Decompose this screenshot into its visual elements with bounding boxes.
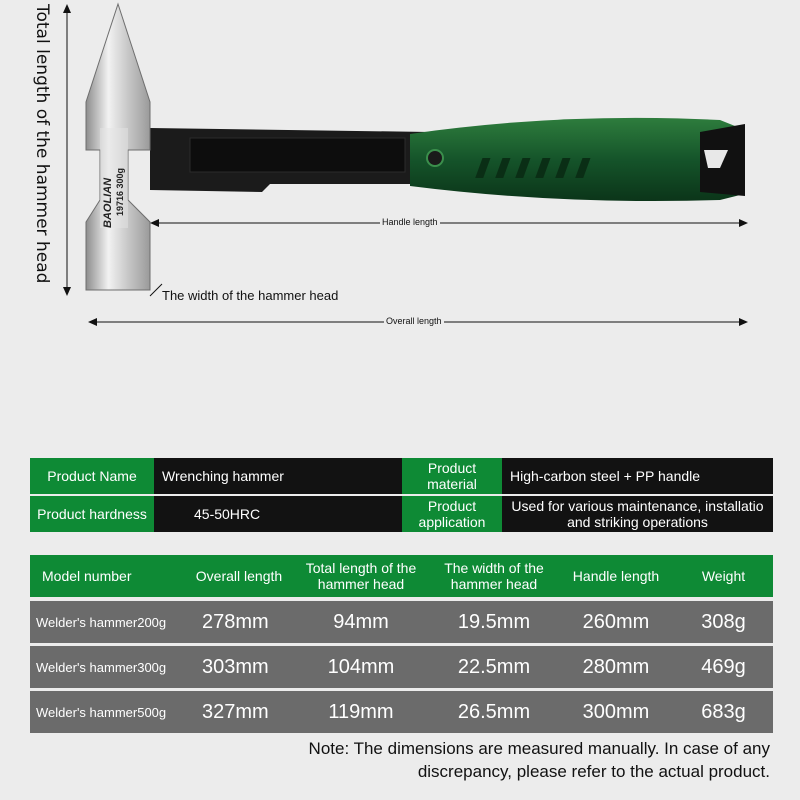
table-row <box>30 646 773 688</box>
product-hardness-value: 45-50HRC <box>154 496 402 532</box>
spec-table <box>30 555 773 736</box>
head-length-arrow <box>63 4 71 296</box>
overall-length-cell: 327mm <box>202 700 269 723</box>
weight-cell: 469g <box>701 655 746 678</box>
weight-cell: 683g <box>701 700 746 723</box>
head-width-cell: 22.5mm <box>457 655 531 678</box>
handle-length-cell: 260mm <box>582 610 650 633</box>
product-hardness-label: Product hardness <box>30 496 154 532</box>
head-length-cell: 104mm <box>327 655 395 678</box>
product-info-row <box>30 496 773 532</box>
head-width-arrow <box>150 284 162 296</box>
handle-length-cell: 300mm <box>582 700 650 723</box>
weight-cell: 308g <box>701 610 746 633</box>
product-info-table <box>30 458 773 534</box>
table-row <box>30 601 773 643</box>
brand-text: BAOLIAN <box>102 177 114 228</box>
header-weight: Weight <box>701 568 746 584</box>
header-head-width: The width of the hammer head <box>444 560 544 592</box>
head-width-label: The width of the hammer head <box>162 288 339 303</box>
head-length-cell: 119mm <box>328 700 394 723</box>
hammer-handle <box>150 118 745 201</box>
overall-length-label: Overall length <box>386 316 442 326</box>
handle-length-cell: 280mm <box>582 655 650 678</box>
model-cell: Welder's hammer300g <box>36 659 167 675</box>
product-material-label: Product material <box>402 458 502 494</box>
header-overall-length: Overall length <box>195 568 283 584</box>
header-head-length: Total length of the hammer head <box>305 560 417 592</box>
hammer-head <box>86 4 150 290</box>
product-info-row <box>30 458 773 494</box>
product-application-value: Used for various maintenance, installatio and striking operations <box>502 496 773 532</box>
head-width-cell: 26.5mm <box>457 700 531 723</box>
head-length-cell: 94mm <box>333 610 389 633</box>
model-cell: Welder's hammer200g <box>36 614 167 630</box>
spec-table-header <box>30 555 773 597</box>
marking-text: 19716 300g <box>115 167 125 216</box>
overall-length-cell: 303mm <box>202 655 269 678</box>
product-name-label: Product Name <box>30 458 154 494</box>
model-cell: Welder's hammer500g <box>36 704 167 720</box>
product-application-label: Product application <box>402 496 502 532</box>
head-length-label: Total length of the hammer head <box>32 4 52 284</box>
handle-length-arrow <box>150 219 748 227</box>
overall-length-cell: 278mm <box>202 610 269 633</box>
head-width-cell: 19.5mm <box>457 610 531 633</box>
table-row <box>30 691 773 733</box>
measurement-note: Note: The dimensions are measured manually. In case of any discrepancy, please refer to the actual product. <box>308 739 770 781</box>
header-model-number: Model number <box>42 568 132 584</box>
product-name-value: Wrenching hammer <box>154 458 402 494</box>
handle-length-label: Handle length <box>382 217 438 227</box>
product-material-value: High-carbon steel + PP handle <box>502 458 773 494</box>
header-handle-length: Handle length <box>572 568 660 584</box>
hammer-illustration <box>0 0 800 340</box>
